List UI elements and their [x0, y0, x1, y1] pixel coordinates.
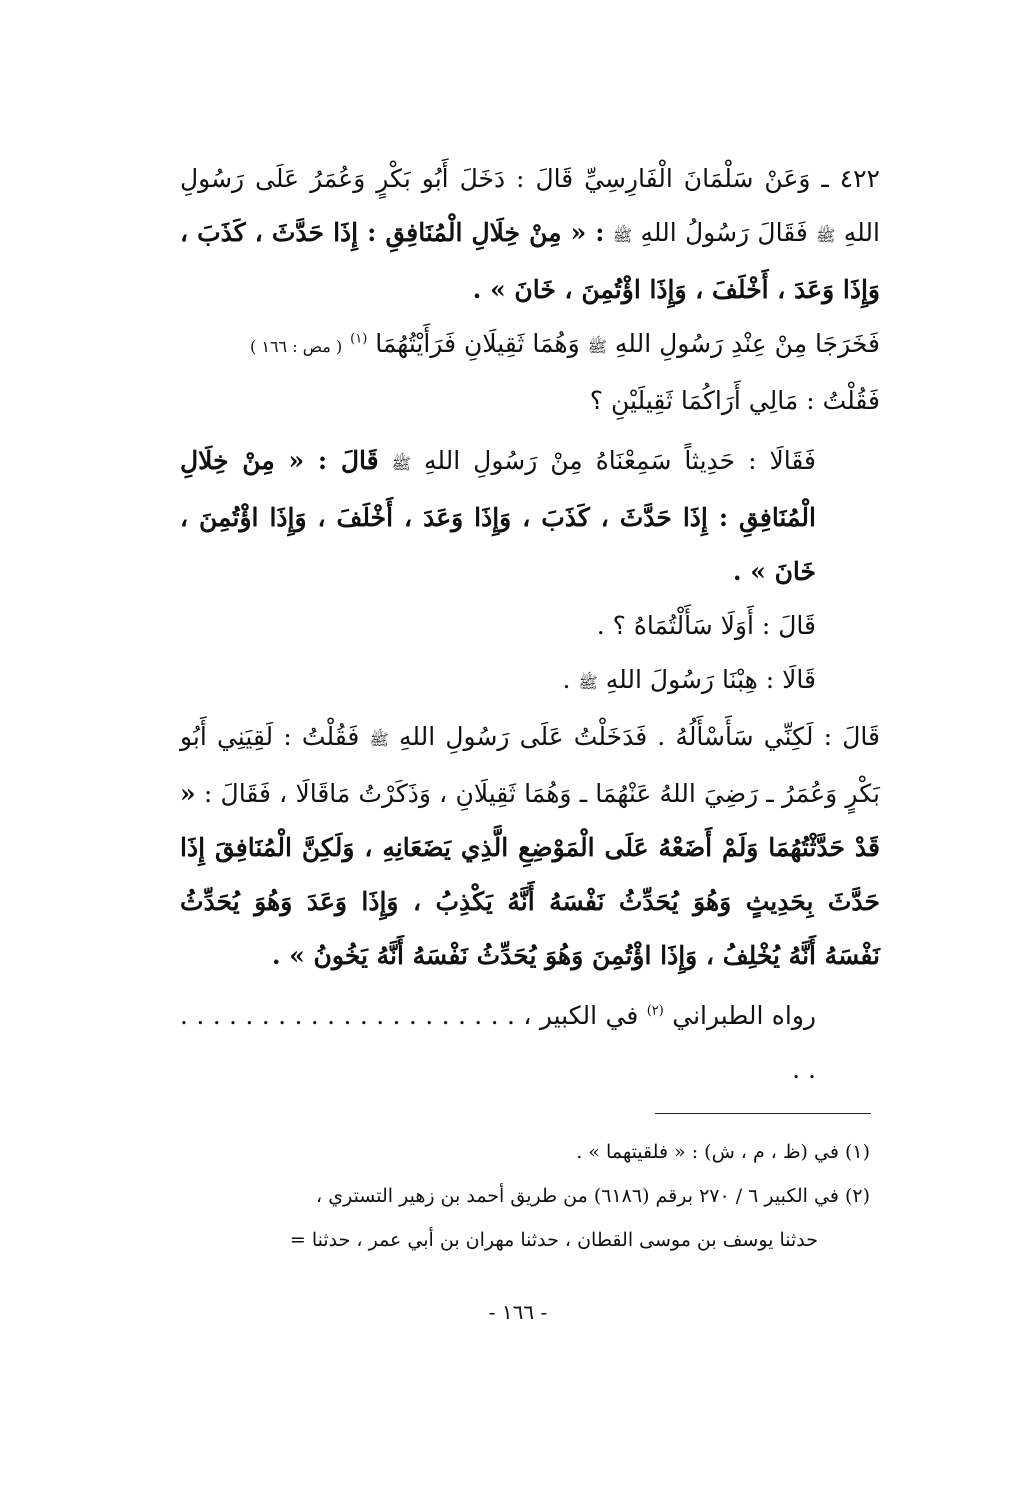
- hadith-opening: [180, 152, 880, 317]
- narration-text: فَقَالَا : حَدِيثاً سَمِعْنَاهُ مِنْ رَسُولِ اللهِ: [423, 446, 817, 475]
- salutation-symbol: ﷺ: [816, 226, 836, 245]
- main-text: [180, 152, 880, 1097]
- narration-text: فَقُلْتُ : لَقِيَنِي أَبُو بَكْرٍ وَعُمَرُ ـ رَضِيَ اللهُ عَنْهُمَا ـ وَهُمَا ثَقِيلَانِ ، وَذَكَرْتُ مَاقَالَا ، فَقَالَ :: [180, 722, 880, 808]
- narration-text: فَقُلْتُ : مَالِي أَرَاكُمَا ثَقِيلَيْنِ ؟: [589, 386, 880, 415]
- prophetic-quote: « قَدْ حَدَّثْتُهُمَا وَلَمْ أَضَعْهُ عَلَى الْمَوْضِعِ الَّذِي يَضَعَانِهِ ، وَلَكِنَّ الْمُنَافِقَ إِذَا حَدَّثَ بِحَدِيثٍ وَهُوَ يُحَدِّثُ نَفْسَهُ أَنَّهُ يَكْذِبُ ، وَإِذَا وَعَدَ وَهُوَ يُحَدِّثُ نَفْسَهُ أَنَّهُ يُخْلِفُ ، وَإِذَا اؤْتُمِنَ وَهُوَ يُحَدِّثُ نَفْسَهُ أَنَّهُ يَخُونُ » .: [180, 779, 880, 970]
- narration-paragraph: [180, 374, 880, 428]
- footnotes: [150, 1130, 870, 1262]
- salutation-symbol: ﷺ: [587, 337, 607, 356]
- source-text: في الكبير ، . . . . . . . . . . . . . . . . . . . . . . .: [180, 1001, 816, 1084]
- narration-text: .: [562, 665, 571, 694]
- narration-text: قَالَ : أَوَلَا سَأَلْتُمَاهُ ؟ .: [596, 611, 816, 640]
- page-number: - ١٦٦ -: [488, 1300, 548, 1324]
- footnote-divider: [655, 1113, 871, 1114]
- footnote-2: (٢) في الكبير ٦ / ٢٧٠ برقم (٦١٨٦) من طريق أحمد بن زهير التستري ،: [316, 1185, 870, 1207]
- footnote-marker-2: (٢): [646, 1003, 664, 1019]
- hadith-number-and-narration: ٤٢٢ ـ وَعَنْ سَلْمَانَ الْفَارِسِيِّ قَالَ : دَخَلَ أَبُو بَكْرٍ وَعُمَرُ عَلَى رَسُولِ اللهِ: [180, 164, 880, 247]
- source-text: رواه الطبراني: [672, 1001, 816, 1030]
- narration-paragraph: [180, 653, 880, 710]
- prophetic-quote: : « مِنْ خِلَالِ الْمُنَافِقِ : إِذَا حَدَّثَ ، كَذَبَ ، وَإِذَا وَعَدَ ، أَخْلَفَ ، وَإِذَا اؤْتُمِنَ ، خَانَ » .: [180, 218, 880, 304]
- footnote-1: (١) في (ظ ، م ، ش) : « فلقيتهما » .: [576, 1141, 870, 1163]
- narration-paragraph: [180, 599, 880, 653]
- narration-text: وَهُمَا ثَقِيلَانِ فَرَأَيْتُهُمَا: [375, 329, 580, 358]
- narration-paragraph: [180, 710, 880, 983]
- footnote-2-continued: حدثنا يوسف بن موسى القطان ، حدثنا مهران بن أبي عمر ، حدثنا =: [289, 1229, 818, 1251]
- narration-text: قَالَ : لَكِنِّي سَأَسْأَلُهُ . فَدَخَلْتُ عَلَى رَسُولِ اللهِ: [398, 722, 880, 751]
- narration-paragraph: [180, 434, 880, 599]
- narration-text: فَخَرَجَا مِنْ عِنْدِ رَسُولِ اللهِ: [614, 329, 880, 358]
- salutation-symbol: ﷺ: [369, 730, 389, 749]
- narration-text: قَالَا : هِبْنَا رَسُولَ اللهِ: [605, 665, 816, 694]
- footnote-marker-1: (١): [350, 331, 368, 347]
- salutation-symbol: ﷺ: [391, 454, 411, 473]
- source-line: [180, 989, 880, 1097]
- margin-reference: ( مص : ١٦٦ ): [250, 337, 343, 356]
- salutation-symbol: ﷺ: [578, 673, 598, 692]
- narration-text: فَقَالَ رَسُولُ اللهِ: [640, 218, 808, 247]
- salutation-symbol: ﷺ: [612, 226, 633, 245]
- prophetic-quote: قَالَ : « مِنْ خِلَالِ الْمُنَافِقِ : إِذَا حَدَّثَ ، كَذَبَ ، وَإِذَا وَعَدَ ، أَخْلَفَ ، وَإِذَا اؤْتُمِنَ ، خَانَ » .: [180, 446, 816, 586]
- narration-paragraph: [180, 317, 880, 374]
